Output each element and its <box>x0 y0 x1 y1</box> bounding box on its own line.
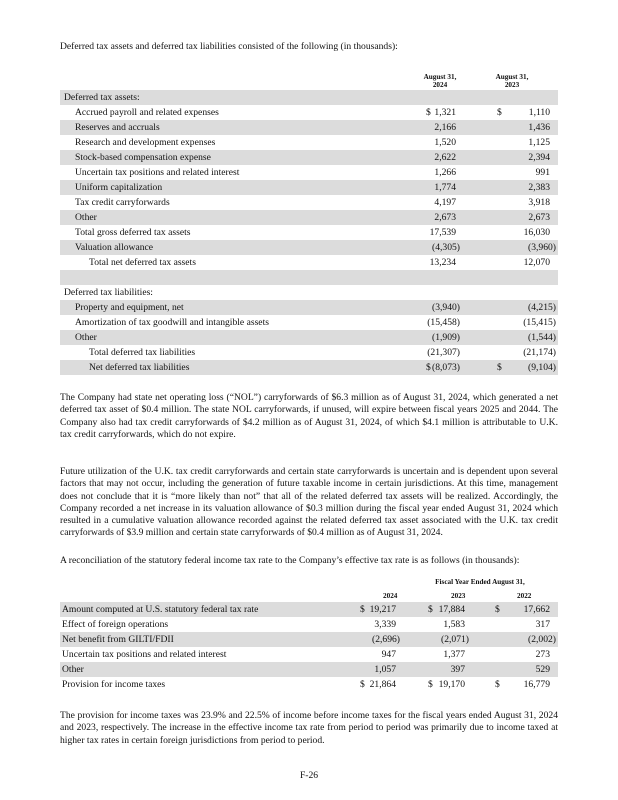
intro-text: Deferred tax assets and deferred tax liabilities consisted of the following (in thousands): <box>60 41 398 52</box>
row-label: Provision for income taxes <box>62 679 166 690</box>
section-header-assets: Deferred tax assets: <box>60 90 558 105</box>
value-2024: 3,339 <box>374 619 396 630</box>
page-number: F-26 <box>299 770 319 781</box>
value-2023: 1,377 <box>443 649 465 660</box>
value-2023: 17,884 <box>438 604 465 615</box>
value-2024: 2,673 <box>434 212 456 223</box>
value-2022: 16,779 <box>523 679 550 690</box>
value-2023: (21,174) <box>523 347 556 358</box>
row-label: Other <box>75 212 97 223</box>
value-2024: (4,305) <box>432 242 460 253</box>
super-header: Fiscal Year Ended August 31, <box>435 578 525 586</box>
table-row <box>60 300 558 315</box>
table-row <box>60 210 558 225</box>
value-2023: (3,960) <box>528 242 556 253</box>
value-2023: 19,170 <box>438 679 465 690</box>
table-row <box>60 677 558 692</box>
year-header-2023: 2023 <box>451 592 466 600</box>
dollar-sign: $ <box>497 107 502 118</box>
value-2022: (2,002) <box>528 634 556 645</box>
value-2024: (2,696) <box>372 634 400 645</box>
column-header-2024: August 31, 2024 <box>423 73 457 90</box>
table-row <box>60 345 558 360</box>
row-label: Accrued payroll and related expenses <box>75 107 219 118</box>
value-2023: 12,070 <box>523 257 550 268</box>
value-2023: (4,215) <box>528 302 556 313</box>
row-label: Net deferred tax liabilities <box>89 362 190 373</box>
table-row <box>60 330 558 345</box>
value-2024: 4,197 <box>434 197 456 208</box>
table-row <box>60 315 558 330</box>
dollar-sign: $ <box>428 679 433 690</box>
row-label: Total gross deferred tax assets <box>75 227 191 238</box>
value-2024: 21,864 <box>369 679 396 690</box>
table-row <box>60 632 558 647</box>
row-label: Reserves and accruals <box>75 122 160 133</box>
dollar-sign: $ <box>360 604 365 615</box>
value-2024: 1,057 <box>374 664 396 675</box>
table-row <box>60 360 558 375</box>
value-2024: (21,307) <box>427 347 460 358</box>
reconciliation-table <box>60 577 558 692</box>
row-label: Stock-based compensation expense <box>75 152 211 163</box>
paragraph-provision: The provision for income taxes was 23.9% and 22.5% of income before income taxes for the fiscal years ended August 31, 2024 and 2023, respectively. The increase in the effective income tax rate from period to period was primarily due to income taxed at higher tax rates in certain foreign jurisdictions from period to period. <box>60 710 558 746</box>
table-row <box>60 602 558 617</box>
row-label: Amount computed at U.S. statutory federal tax rate <box>62 604 259 615</box>
value-2023: 1,436 <box>528 122 550 133</box>
value-2023: 991 <box>535 167 550 178</box>
year-header-2024: 2024 <box>383 592 398 600</box>
value-2023: 16,030 <box>523 227 550 238</box>
paragraph-future-utilization: Future utilization of the U.K. tax credit carryforwards and certain state carryforwards is uncertain and is dependent upon several factors that may not occur, including the generation of future taxable income in certain jurisdictions. At this time, management does not conclude that it is “more likely than not” that all of the related deferred tax assets will be realized. Accordingly, the Company recorded a net increase in its valuation allowance of $0.3 million during the fiscal year ended August 31, 2024 which resulted in a cumulative valuation allowance recorded against the related deferred tax asset associated with the U.K. tax credit carryforwards of $3.9 million and certain state carryforwards of $0.4 million as of August 31, 2024. <box>60 466 558 539</box>
value-2023: 2,394 <box>528 152 550 163</box>
value-2024: 2,166 <box>434 122 456 133</box>
row-label: Tax credit carryforwards <box>75 197 170 208</box>
value-2024: 1,520 <box>434 137 456 148</box>
value-2022: 529 <box>535 664 550 675</box>
table-row <box>60 105 558 120</box>
value-2024: 13,234 <box>429 257 456 268</box>
row-label: Valuation allowance <box>75 242 154 253</box>
row-label: Other <box>62 664 84 675</box>
paragraph-nol: The Company had state net operating loss (“NOL”) carryforwards of $6.3 million as of August 31, 2024, which generated a net deferred tax asset of $0.4 million. The state NOL carryforwards, if unused, will expire between fiscal years 2025 and 2044. The Company also had tax credit carryforwards of $4.2 million as of August 31, 2024, of which $4.1 million is attributable to U.K. tax credit carryforwards, which do not expire. <box>60 392 558 440</box>
value-2023: 2,673 <box>528 212 550 223</box>
value-2023: (2,071) <box>441 634 469 645</box>
value-2023: 3,918 <box>528 197 550 208</box>
dollar-sign: $ <box>426 362 431 373</box>
dollar-sign: $ <box>426 107 431 118</box>
table-row <box>60 135 558 150</box>
table-header <box>60 73 558 90</box>
value-2022: 17,662 <box>523 604 550 615</box>
row-label: Total deferred tax liabilities <box>89 347 196 358</box>
spacer-row <box>60 270 558 285</box>
row-label: Research and development expenses <box>75 137 216 148</box>
table-row <box>60 240 558 255</box>
value-2024: 17,539 <box>429 227 456 238</box>
value-2023: 397 <box>450 664 465 675</box>
table-row <box>60 180 558 195</box>
value-2023: (15,415) <box>523 317 556 328</box>
row-label: Uncertain tax positions and related interest <box>75 167 240 178</box>
table-row <box>60 255 558 270</box>
dollar-sign: $ <box>495 604 500 615</box>
value-2022: 317 <box>535 619 550 630</box>
row-label: Uniform capitalization <box>75 182 163 193</box>
table-row <box>60 225 558 240</box>
dollar-sign: $ <box>428 604 433 615</box>
row-label: Net benefit from GILTI/FDII <box>62 634 174 645</box>
value-2024: 2,622 <box>434 152 456 163</box>
row-label: Effect of foreign operations <box>62 619 169 630</box>
row-label: Property and equipment, net <box>75 302 184 313</box>
section-header-liabilities: Deferred tax liabilities: <box>64 287 153 298</box>
value-2024: 1,266 <box>434 167 456 178</box>
dollar-sign: $ <box>360 679 365 690</box>
value-2023: (1,544) <box>528 332 556 343</box>
row-label: Other <box>75 332 97 343</box>
value-2024: 947 <box>381 649 396 660</box>
value-2024: (8,073) <box>432 362 460 373</box>
table-row <box>60 662 558 677</box>
value-2023: (9,104) <box>528 362 556 373</box>
year-header-2022: 2022 <box>517 592 532 600</box>
table-row <box>60 120 558 135</box>
column-header-2023: August 31, 2023 <box>495 73 529 90</box>
table-row <box>60 165 558 180</box>
table-row <box>60 617 558 632</box>
value-2024: (3,940) <box>432 302 460 313</box>
value-2023: 2,383 <box>528 182 550 193</box>
table-row <box>60 647 558 662</box>
table-row <box>60 195 558 210</box>
value-2024: 1,321 <box>434 107 456 118</box>
value-2022: 273 <box>535 649 550 660</box>
value-2023: 1,583 <box>443 619 465 630</box>
value-2024: (15,458) <box>427 317 460 328</box>
dollar-sign: $ <box>497 362 502 373</box>
value-2024: (1,909) <box>432 332 460 343</box>
value-2024: 19,217 <box>369 604 396 615</box>
value-2023: 1,110 <box>528 107 550 118</box>
deferred-tax-table <box>60 73 558 375</box>
table-header <box>60 577 558 602</box>
table-row <box>60 150 558 165</box>
row-label: Uncertain tax positions and related interest <box>62 649 227 660</box>
row-label: Amortization of tax goodwill and intangible assets <box>75 317 269 328</box>
paragraph-reconciliation-intro: A reconciliation of the statutory federal income tax rate to the Company’s effective tax rate is as follows (in thousands): <box>60 555 520 566</box>
row-label: Total net deferred tax assets <box>89 257 196 268</box>
value-2023: 1,125 <box>528 137 550 148</box>
dollar-sign: $ <box>495 679 500 690</box>
value-2024: 1,774 <box>434 182 456 193</box>
